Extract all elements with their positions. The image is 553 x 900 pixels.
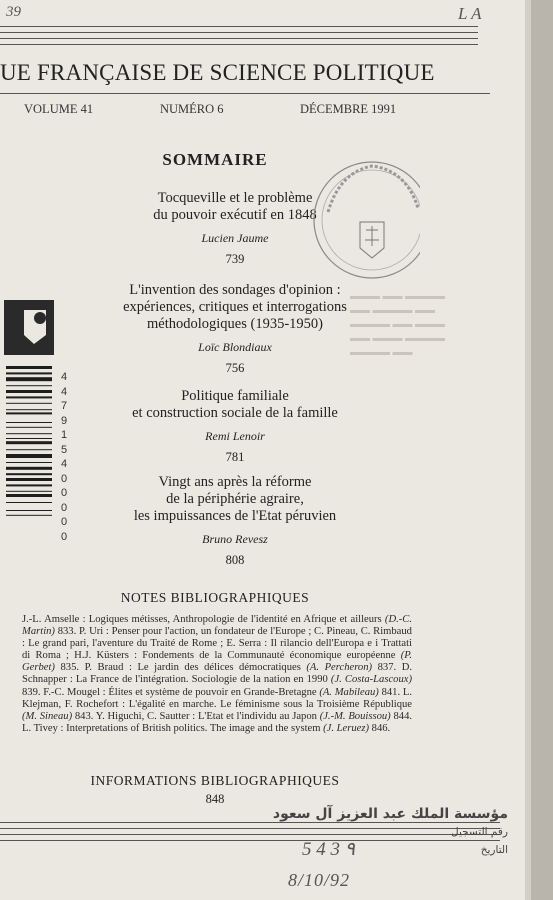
barcode-bars xyxy=(6,366,52,516)
article-title-line: Politique familiale xyxy=(181,388,289,404)
article-title-line: de la périphérie agraire, xyxy=(166,491,304,507)
note-page: 841. xyxy=(378,686,403,698)
note-entry-text: L. Tivey : Interpretations of British politics. The image and the system xyxy=(22,722,324,734)
barcode-digit: 7 xyxy=(60,400,68,412)
barcode-bar xyxy=(6,396,52,398)
barcode xyxy=(4,300,60,560)
barcode-bar xyxy=(6,454,52,458)
barcode-digit: 0 xyxy=(60,487,68,499)
barcode-digit: 0 xyxy=(60,472,68,485)
stamp-date-label: التاريخ xyxy=(480,844,508,856)
barcode-bar xyxy=(6,491,52,492)
handwritten-code: L A xyxy=(458,4,482,23)
barcode-bar xyxy=(6,462,52,463)
barcode-digit: 4 xyxy=(60,371,68,383)
article-author: Lucien Jaume xyxy=(201,231,269,245)
barcode-digit: 0 xyxy=(60,530,68,543)
barcode-digit: 0 xyxy=(60,516,68,528)
article-title-line: expériences, critiques et interrogations xyxy=(123,299,347,315)
note-entry-text: F.-C. Mougel : Élites et système de pouvoir en Grande-Bretagne xyxy=(43,686,320,698)
binding-spine xyxy=(531,0,553,900)
article-title-line: Tocqueville et le problème xyxy=(157,190,313,206)
barcode-digits xyxy=(57,370,71,544)
article-title-line: L'invention des sondages d'opinion : xyxy=(129,282,341,298)
barcode-bar xyxy=(6,422,52,423)
note-entry-text: D. Schnapper : La France de l'intégration. Sociologie de la nation en 1990 xyxy=(22,662,412,686)
issue-date: DÉCEMBRE 1991 xyxy=(300,102,397,116)
seal-outer-ring xyxy=(314,162,420,278)
barcode-bar xyxy=(6,515,52,516)
barcode-bar xyxy=(6,467,52,470)
article-page: 756 xyxy=(225,361,245,375)
barcode-bar xyxy=(6,412,52,414)
note-reviewer: (M. Sineau) xyxy=(22,710,73,722)
note-reviewer: (P. Gerbet) xyxy=(22,650,412,674)
note-page: 835. xyxy=(54,662,85,674)
barcode-digit: 9 xyxy=(60,414,68,427)
stamp-institution: مؤسسة الملك عبد العزيز آل سعود xyxy=(272,806,508,822)
barcode-bar xyxy=(6,484,52,486)
barcode-digit: 4 xyxy=(60,385,68,398)
barcode-bar xyxy=(6,494,52,497)
barcode-digit: 0 xyxy=(60,501,68,514)
note-entry-text: L. Klejman, F. Rochefort : L'égalité en marche. Le féminisme sous la Troisième République xyxy=(22,686,412,710)
barcode-bar xyxy=(6,377,52,381)
note-reviewer: (A. Mabileau) xyxy=(319,686,379,698)
library-seal xyxy=(310,152,420,292)
barcode-bar xyxy=(6,449,52,450)
note-reviewer: (A. Percheron) xyxy=(306,662,373,674)
note-page: 844. xyxy=(390,710,413,722)
issue-volume: VOLUME 41 xyxy=(24,102,94,116)
journal-title: UE FRANÇAISE DE SCIENCE POLITIQUE xyxy=(0,60,435,85)
note-reviewer: (J. Costa-Lascoux) xyxy=(330,674,412,686)
article-author: Bruno Revesz xyxy=(202,532,268,546)
article-page: 781 xyxy=(225,450,245,464)
informations-page: 848 xyxy=(205,792,225,806)
article-4 xyxy=(60,474,410,568)
note-entry-text: J.-L. Amselle : Logiques métisses, Anthropologie de l'identité en Afrique et ailleurs xyxy=(22,614,385,625)
note-page: 837. xyxy=(372,662,402,674)
barcode-bar xyxy=(6,478,52,481)
informations-heading: INFORMATIONS BIBLIOGRAPHIQUES xyxy=(90,773,340,788)
barcode-digit: 4 xyxy=(60,458,68,470)
top-rule-4 xyxy=(0,44,478,45)
barcode-bar xyxy=(6,433,52,434)
note-reviewer: (D.-C. Martin) xyxy=(22,614,412,638)
article-2 xyxy=(60,282,410,376)
sommaire-heading: SOMMAIRE xyxy=(162,150,268,169)
top-rule-3 xyxy=(0,38,478,39)
seal-emblem xyxy=(365,226,379,246)
issue-number: NUMÉRO 6 xyxy=(160,102,224,116)
barcode-bar xyxy=(6,385,52,386)
article-author: Loïc Blondiaux xyxy=(198,340,272,354)
handwritten-page-number: 39 xyxy=(6,4,21,20)
seal-arabic-text xyxy=(328,166,418,212)
barcode-bar xyxy=(6,427,52,428)
barcode-bar xyxy=(6,441,52,444)
note-entry-text: P. Braud : Le jardin des délices démocratiques xyxy=(84,662,307,674)
binding-edge xyxy=(525,0,531,900)
article-title-line: les impuissances de l'Etat péruvien xyxy=(133,508,337,524)
article-page: 739 xyxy=(225,252,245,266)
barcode-bar xyxy=(6,366,52,369)
note-page: 839. xyxy=(22,686,44,698)
barcode-bar xyxy=(6,502,52,503)
note-reviewer: (J. Leruez) xyxy=(323,722,370,734)
note-entry-text: P. Uri : Penser pour l'action, un fondateur de l'Europe ; C. Pineau, C. Rimbaud : Le grand pari, l'aventure du Traité de Rome ; E. Serra : Il rilancio dell'Europa e i Trattati di Roma ; H.J. Küsters : Fondements de la Communauté économique européenne xyxy=(22,626,412,662)
note-page: 843. xyxy=(72,710,96,722)
note-page: 846. xyxy=(369,722,391,734)
barcode-bar xyxy=(6,390,52,393)
article-title-line: Vingt ans après la réforme xyxy=(158,474,312,490)
barcode-digit: 5 xyxy=(60,443,68,456)
note-entry-text: Y. Higuchi, C. Sautter : L'Etat et l'individu au Japon xyxy=(95,710,320,722)
top-rule xyxy=(0,26,478,27)
notes-heading: NOTES BIBLIOGRAPHIQUES xyxy=(120,590,310,605)
barcode-bar xyxy=(6,510,52,511)
barcode-bar xyxy=(6,409,52,410)
article-title-line: méthodologiques (1935-1950) xyxy=(147,316,323,332)
title-rule xyxy=(0,93,490,94)
note-page: 833. xyxy=(54,626,79,638)
logo-dot xyxy=(34,312,46,324)
article-page: 808 xyxy=(225,553,245,567)
stamp-registration-label: رقم التسجيل xyxy=(451,826,508,838)
article-title-line: du pouvoir exécutif en 1848 xyxy=(153,207,317,223)
handwritten-date: 8/10/92 xyxy=(288,870,351,890)
notes-body xyxy=(22,614,412,735)
article-title-line: et construction sociale de la famille xyxy=(132,405,338,421)
barcode-bar xyxy=(6,403,52,404)
barcode-bar xyxy=(6,473,52,475)
article-3 xyxy=(60,388,410,465)
show-through-text: ▬▬▬ ▬▬ ▬▬▬▬ ▬▬ ▬▬▬▬ ▬▬ ▬▬▬▬ ▬▬ ▬▬▬ ▬▬ ▬▬▬ ▬▬▬▬ ▬▬▬▬ ▬▬ xyxy=(350,291,445,358)
article-author: Remi Lenoir xyxy=(205,429,265,443)
barcode-digit: 1 xyxy=(60,429,68,441)
top-rule-2 xyxy=(0,32,478,33)
barcode-bar xyxy=(6,372,52,374)
note-reviewer: (J.-M. Bouissou) xyxy=(319,710,391,722)
handwritten-shelf-number: 5 4 3 ٩ xyxy=(302,839,355,860)
barcode-bar xyxy=(6,438,52,439)
